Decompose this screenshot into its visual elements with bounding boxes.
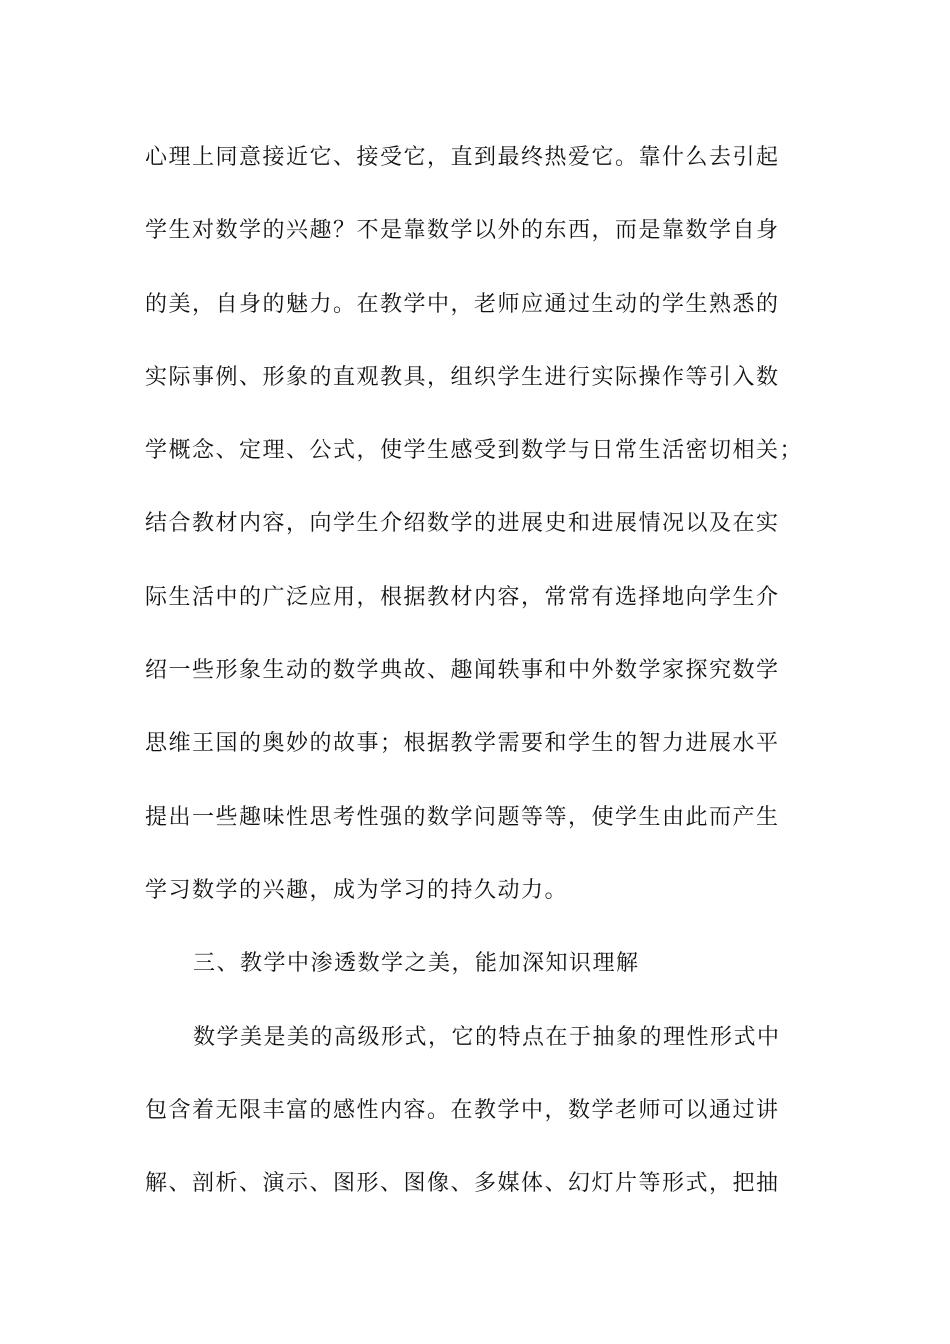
text-line: 包含着无限丰富的感性内容。在教学中，数学老师可以通过讲 xyxy=(145,1097,780,1123)
text-line: 提出一些趣味性思考性强的数学问题等等，使学生由此而产生 xyxy=(145,804,780,830)
text-line: 解、剖析、演示、图形、图像、多媒体、幻灯片等形式，把抽 xyxy=(145,1171,780,1197)
text-line: 际生活中的广泛应用，根据教材内容，常常有选择地向学生介 xyxy=(145,584,780,610)
text-line: 学概念、定理、公式，使学生感受到数学与日常生活密切相关； xyxy=(145,438,804,464)
text-line: 思维王国的奥妙的故事；根据教学需要和学生的智力进展水平 xyxy=(145,731,780,757)
section-heading: 三、教学中渗透数学之美，能加深知识理解 xyxy=(193,951,640,977)
text-line: 的美，自身的魅力。在教学中，老师应通过生动的学生熟悉的 xyxy=(145,291,780,317)
text-line: 心理上同意接近它、接受它，直到最终热爱它。靠什么去引起 xyxy=(145,145,780,170)
text-line: 实际事例、形象的直观教具，组织学生进行实际操作等引入数 xyxy=(145,364,780,390)
body-text xyxy=(145,130,805,1229)
text-line: 学习数学的兴趣，成为学习的持久动力。 xyxy=(145,877,569,903)
text-line: 绍一些形象生动的数学典故、趣闻轶事和中外数学家探究数学 xyxy=(145,658,780,684)
text-line: 结合教材内容，向学生介绍数学的进展史和进展情况以及在实 xyxy=(145,511,780,537)
text-line: 数学美是美的高级形式，它的特点在于抽象的理性形式中 xyxy=(193,1024,781,1050)
text-line: 学生对数学的兴趣？不是靠数学以外的东西，而是靠数学自身 xyxy=(145,218,780,244)
